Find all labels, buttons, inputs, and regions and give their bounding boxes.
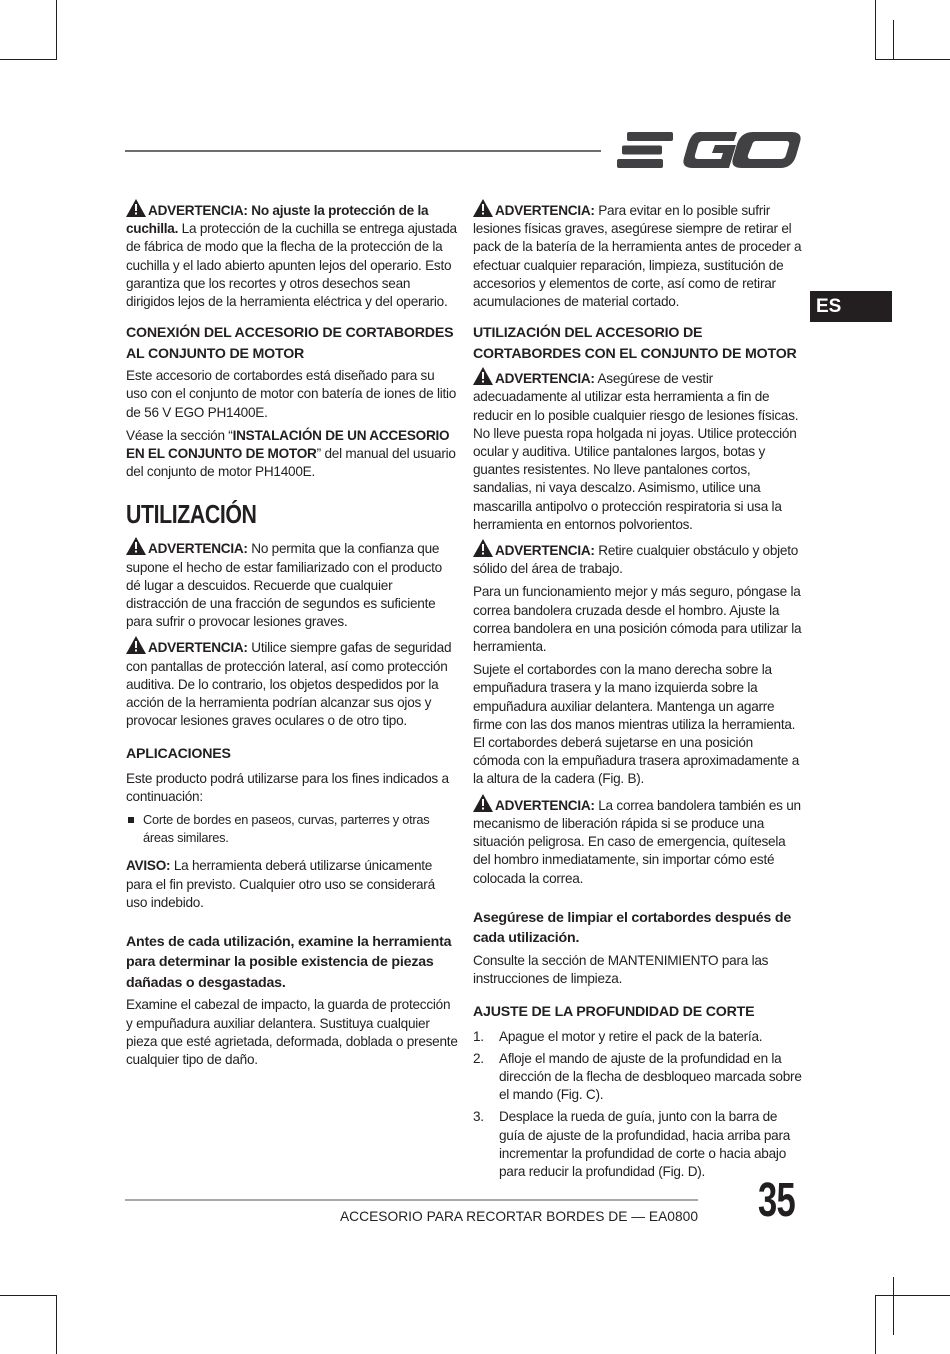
warning-label: ADVERTENCIA: <box>495 371 595 387</box>
step-number: 1. <box>473 1028 484 1044</box>
notice-paragraph <box>126 857 458 912</box>
depth-heading: AJUSTE DE LA PROFUNDIDAD DE CORTE <box>473 1004 755 1021</box>
warning-text: No permita que la confianza que supone el hecho de estar familiarizado con el producto dé lugar a descuidos. Recuerde que cualquier distracción de una fracción de segundos es suficiente para sufrir o provocar lesiones graves. <box>126 541 442 630</box>
grip-paragraph: Sujete el cortabordes con la mano derecha sobre la empuñadura trasera y la mano izquierda sobre la empuñadura auxiliar delantera. Mantenga un agarre firme con las dos manos mientras utiliza la herramienta. El cortabordes deberá sujetarse en una posición cómoda con la empuñadura trasera aproximadamente a la altura de la cadera (Fig. B). <box>473 662 800 787</box>
applications-heading: APLICACIONES <box>126 746 231 763</box>
warning-text: Para evitar en lo posible sufrir lesiones físicas graves, asegúrese siempre de retirar el pack de la batería de la herramienta antes de proceder a efectuar cualquier reparación, limpieza, sustitución de accesorios y elementos de corte, así como de retirar acumulaciones de material cortado. <box>473 203 802 310</box>
warning-text: Retire cualquier obstáculo y objeto sólido del área de trabajo. <box>473 543 799 577</box>
warning-triangle-icon <box>126 636 146 654</box>
warning-label: ADVERTENCIA: <box>148 203 248 218</box>
warning-clothing <box>473 367 803 534</box>
footer-rule <box>125 1199 698 1201</box>
crop-mark <box>0 1295 57 1296</box>
notice-text: La herramienta deberá utilizarse únicamente para el fin previsto. Cualquier otro uso se considerará uso indebido. <box>126 858 435 910</box>
warning-label: ADVERTENCIA: <box>495 797 595 813</box>
crop-mark <box>875 59 950 60</box>
warning-blade-guard <box>126 199 458 311</box>
depth-steps-list <box>473 1028 803 1182</box>
warning-label: ADVERTENCIA: <box>148 640 248 656</box>
ego-logo <box>617 128 801 172</box>
crop-mark <box>875 0 876 60</box>
crop-mark <box>56 0 57 60</box>
step-text: Afloje el mando de ajuste de la profundidad en la dirección de la flecha de desbloqueo marcada sobre el mando (Fig. C). <box>499 1050 802 1103</box>
warning-familiarity <box>126 537 458 631</box>
cleaning-paragraph: Consulte la sección de MANTENIMIENTO para las instrucciones de limpieza. <box>473 952 769 986</box>
crop-mark <box>56 1295 57 1354</box>
warning-triangle-icon <box>473 794 493 812</box>
notice-label: AVISO: <box>126 858 171 874</box>
step-number: 2. <box>473 1050 484 1066</box>
warning-label: ADVERTENCIA: <box>148 541 248 557</box>
warning-text: Asegúrese de vestir adecuadamente al utilizar esta herramienta a fin de reducir en lo posible cualquier riesgo de lesiones físicas. No lleve puesta ropa holgada ni joyas. Utilice protección ocular y auditiva. Utilice pantalones largos, botas y guantes resistentes. No lleve pantalones cortos, sandalias, ni vaya descalzo. Asimismo, utilice una mascarilla antipolvo o protección respiratoria si usa la herramienta en entornos polvorientos. <box>473 371 799 532</box>
header-rule <box>125 150 601 152</box>
list-item <box>473 1108 803 1181</box>
see-section-text: Véase la sección “ <box>126 427 233 443</box>
connection-paragraph: Este accesorio de cortabordes está diseñado para su uso con el conjunto de motor con batería de iones de litio de 56 V EGO PH1400E. <box>126 368 457 420</box>
applications-list <box>126 811 458 847</box>
see-section-bold: INSTALACIÓN DE UN ACCESORIO EN EL CONJUNTO DE MOTOR <box>126 427 450 462</box>
warning-triangle-icon <box>473 539 493 557</box>
warning-bold-text: No ajuste la protección de la cuchilla. <box>126 203 429 237</box>
applications-paragraph: Este producto podrá utilizarse para los fines indicados a continuación: <box>126 770 449 805</box>
inspect-paragraph: Examine el cabezal de impacto, la guarda de protección y empuñadura auxiliar delantera. Sustituya cualquier pieza que esté agrietada, deformada, doblada o presente cualquier tipo de daño. <box>126 997 458 1068</box>
warning-label: ADVERTENCIA: <box>495 203 595 218</box>
crop-mark <box>875 1295 950 1296</box>
see-section-paragraph <box>126 427 458 482</box>
step-text: Desplace la rueda de guía, junto con la barra de guía de ajuste de la profundidad, hacia arriba para incrementar la profundidad de corte o hacia abajo para reducir la profundidad (Fig. D). <box>499 1109 791 1180</box>
crop-mark <box>893 20 894 59</box>
page-number: 35 <box>758 1174 796 1227</box>
usage-section-title: UTILIZACIÓN <box>126 499 257 530</box>
left-column <box>126 199 458 1074</box>
cleaning-heading: Asegúrese de limpiar el cortabordes después de cada utilización. <box>473 909 792 947</box>
warning-triangle-icon <box>126 537 146 555</box>
warning-obstacles <box>473 539 803 578</box>
see-section-text: ” del manual del usuario del conjunto de motor PH1400E. <box>126 446 456 480</box>
right-column <box>473 199 803 1185</box>
warning-eye-protection <box>126 636 458 730</box>
language-tab: ES <box>810 291 892 322</box>
step-text: Apague el motor y retire el pack de la batería. <box>499 1028 763 1044</box>
crop-mark <box>0 59 57 60</box>
warning-triangle-icon <box>126 199 146 217</box>
warning-text: Utilice siempre gafas de seguridad con pantallas de protección lateral, así como protección auditiva. De lo contrario, los objetos despedidos por la acción de la herramienta podrían alcanzar sus ojos y provocar lesiones graves oculares o de otro tipo. <box>126 640 452 729</box>
warning-label: ADVERTENCIA: <box>495 543 595 559</box>
footer-title: ACCESORIO PARA RECORTAR BORDES DE — EA0800 <box>339 1209 698 1224</box>
warning-triangle-icon <box>473 199 493 217</box>
warning-battery-removal <box>473 199 803 311</box>
connection-heading: CONEXIÓN DEL ACCESORIO DE CORTABORDES AL CONJUNTO DE MOTOR <box>126 325 454 362</box>
usage-heading: UTILIZACIÓN DEL ACCESORIO DE CORTABORDES CON EL CONJUNTO DE MOTOR <box>473 325 797 362</box>
step-number: 3. <box>473 1109 484 1125</box>
crop-mark <box>893 1277 894 1335</box>
list-item <box>473 1028 803 1046</box>
warning-text: La correa bandolera también es un mecanismo de liberación rápida si se produce una situación peligrosa. En caso de emergencia, quítesela del hombro inmediatamente, sin importar cómo esté colocada la correa. <box>473 797 801 886</box>
crop-mark <box>875 1295 876 1354</box>
warning-triangle-icon <box>473 367 493 385</box>
inspect-heading: Antes de cada utilización, examine la herramienta para determinar la posible existencia de piezas dañadas o desgastadas. <box>126 933 452 991</box>
warning-strap-release <box>473 794 803 888</box>
shoulder-strap-paragraph: Para un funcionamiento mejor y más seguro, póngase la correa bandolera cruzada desde el hombro. Ajuste la correa bandolera en una posición cómoda para utilizar la herramienta. <box>473 584 802 655</box>
list-item <box>473 1050 803 1105</box>
warning-text: La protección de la cuchilla se entrega ajustada de fábrica de modo que la flecha de la protección de la cuchilla y el lado abierto apunten lejos del operario. Esto garantiza que los recortes y otros desechos sean dirigidos lejos de la herramienta eléctrica y del operario. <box>126 221 457 310</box>
list-item: Corte de bordes en paseos, curvas, parterres y otras áreas similares. <box>126 811 458 847</box>
